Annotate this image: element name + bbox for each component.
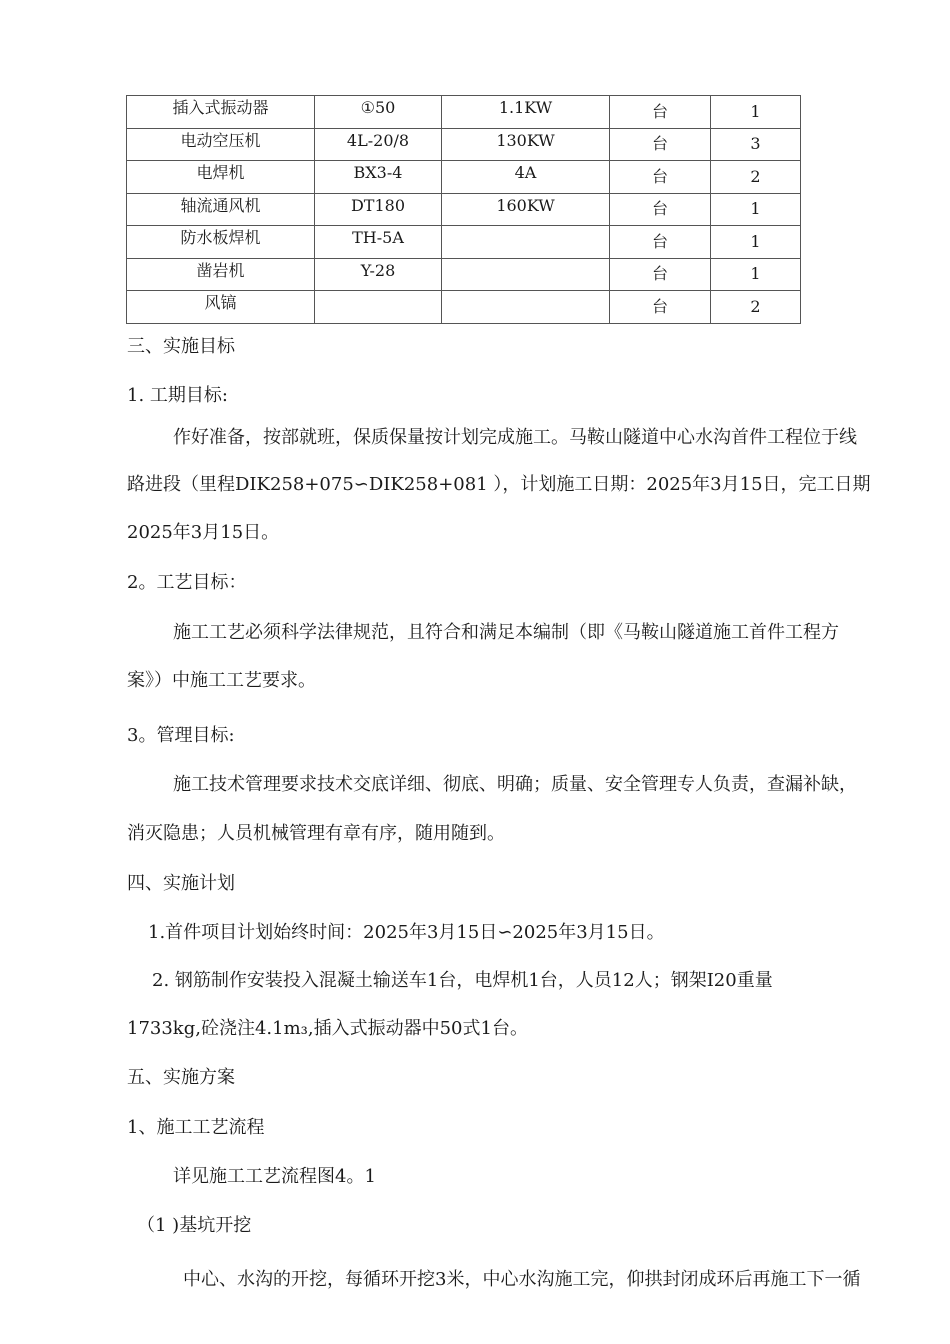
equipment-qty: 1 xyxy=(711,226,801,259)
equipment-name: 凿岩机 xyxy=(127,258,315,291)
table-row xyxy=(127,258,801,291)
paragraph-line: 路进段（里程DIK258+075∽DIK258+081 ），计划施工日期：2025年3月15日，完工日期 xyxy=(127,474,871,495)
equipment-qty: 1 xyxy=(711,193,801,226)
equipment-name: 轴流通风机 xyxy=(127,193,315,226)
equipment-power xyxy=(442,291,610,324)
paragraph-line: 消灭隐患；人员机械管理有章有序，随用随到。 xyxy=(127,823,505,844)
paragraph-line: 作好准备，按部就班，保质保量按计划完成施工。马鞍山隧道中心水沟首件工程位于线 xyxy=(173,427,857,448)
section-heading: 四、实施计划 xyxy=(127,873,235,894)
paragraph-line: 施工工艺必须科学法律规范，且符合和满足本编制（即《马鞍山隧道施工首件工程方 xyxy=(173,622,839,643)
equipment-unit: 台 xyxy=(610,161,711,194)
equipment-model: ①50 xyxy=(315,96,442,129)
subsection-heading: （1 )基坑开挖 xyxy=(137,1215,252,1236)
subsection-heading: 3。管理目标: xyxy=(127,725,235,746)
equipment-power: 4A xyxy=(442,161,610,194)
equipment-qty: 1 xyxy=(711,96,801,129)
paragraph-line: 2025年3月15日。 xyxy=(127,522,280,543)
equipment-qty: 2 xyxy=(711,161,801,194)
equipment-model: BX3-4 xyxy=(315,161,442,194)
table-row xyxy=(127,96,801,129)
section-heading: 五、实施方案 xyxy=(127,1067,235,1088)
table-row xyxy=(127,291,801,324)
subsection-heading: 1、施工工艺流程 xyxy=(127,1117,265,1138)
list-item: 2. 钢筋制作安装投入混凝土输送车1台，电焊机1台，人员12人；钢架I20重量 xyxy=(152,970,773,991)
equipment-model: TH-5A xyxy=(315,226,442,259)
equipment-unit: 台 xyxy=(610,258,711,291)
equipment-unit: 台 xyxy=(610,291,711,324)
paragraph-line: 1733kg,砼浇注4.1m₃,插入式振动器中50式1台。 xyxy=(127,1018,528,1039)
subsection-heading: 1. 工期目标: xyxy=(127,385,228,406)
equipment-unit: 台 xyxy=(610,226,711,259)
paragraph-line: 详见施工工艺流程图4。1 xyxy=(173,1166,376,1187)
equipment-unit: 台 xyxy=(610,193,711,226)
paragraph-line: 施工技术管理要求技术交底详细、彻底、明确；质量、安全管理专人负责，查漏补缺， xyxy=(173,774,857,795)
paragraph-line: 中心、水沟的开挖，每循环开挖3米，中心水沟施工完，仰拱封闭成环后再施工下一循 xyxy=(183,1269,861,1290)
equipment-name: 电焊机 xyxy=(127,161,315,194)
equipment-name: 插入式振动器 xyxy=(127,96,315,129)
equipment-qty: 2 xyxy=(711,291,801,324)
equipment-power: 130KW xyxy=(442,128,610,161)
equipment-power xyxy=(442,226,610,259)
equipment-unit: 台 xyxy=(610,96,711,129)
equipment-name: 防水板焊机 xyxy=(127,226,315,259)
equipment-power xyxy=(442,258,610,291)
equipment-qty: 3 xyxy=(711,128,801,161)
equipment-unit: 台 xyxy=(610,128,711,161)
equipment-power: 1.1KW xyxy=(442,96,610,129)
equipment-qty: 1 xyxy=(711,258,801,291)
equipment-name: 风镐 xyxy=(127,291,315,324)
equipment-model xyxy=(315,291,442,324)
equipment-name: 电动空压机 xyxy=(127,128,315,161)
equipment-power: 160KW xyxy=(442,193,610,226)
subsection-heading: 2。工艺目标： xyxy=(127,572,247,593)
paragraph-line: 案》）中施工工艺要求。 xyxy=(127,670,316,691)
table-row xyxy=(127,193,801,226)
list-item: 1.首件项目计划始终时间：2025年3月15日∽2025年3月15日。 xyxy=(148,922,665,943)
table-row xyxy=(127,128,801,161)
equipment-model: 4L-20/8 xyxy=(315,128,442,161)
section-heading: 三、实施目标 xyxy=(127,336,235,357)
table-row xyxy=(127,161,801,194)
equipment-model: DT180 xyxy=(315,193,442,226)
equipment-model: Y-28 xyxy=(315,258,442,291)
equipment-table xyxy=(126,95,801,324)
table-row xyxy=(127,226,801,259)
